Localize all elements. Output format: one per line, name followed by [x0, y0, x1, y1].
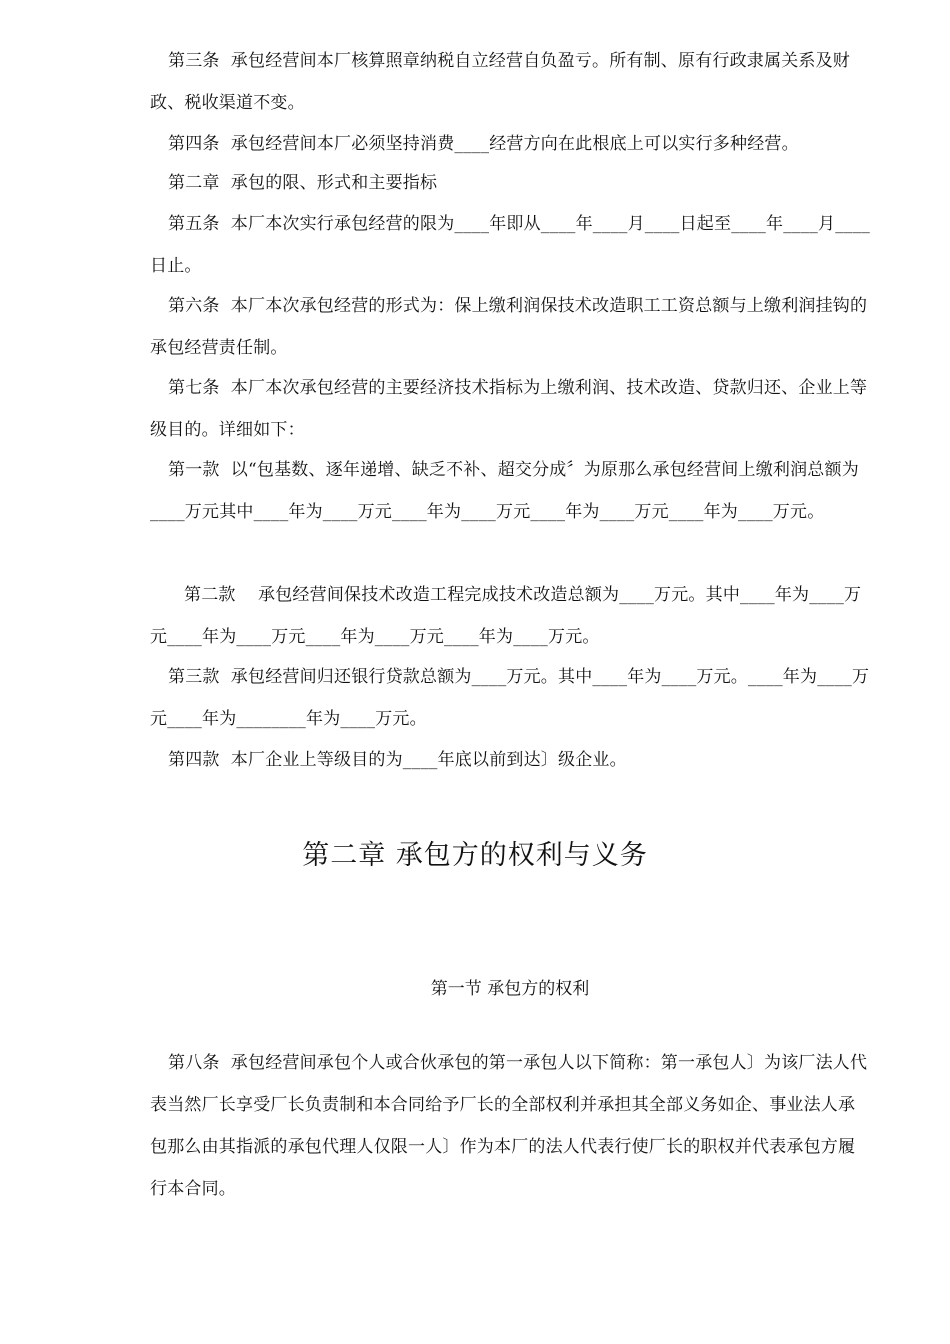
clause-3: 第三款 承包经营间归还银行贷款总额为____万元。其中____年为____万元。____年为____万元____年为________年为____万元。 [150, 667, 870, 729]
article-8: 第八条 承包经营间承包个人或合伙承包的第一承包人以下简称：第一承包人〕为该厂法人代表当然厂长享受厂长负责制和本合同给予厂长的全部权利并承担其全部义务如企、事业法人承包那么由其指派的承包代理人仅限一人〕作为本厂的法人代表行使厂长的职权并代表承包方履行本合同。 [150, 1053, 868, 1199]
clause-1: 第一款 以“包基数、逐年递增、缺乏不补、超交分成〞为原那么承包经营间上缴利润总额为____万元其中____年为____万元____年为____万元____年为____万元____年为____万元。 [150, 460, 859, 522]
clause-2: 第二款 承包经营间保技术改造工程完成技术改造总额为____万元。其中____年为____万元____年为____万元____年为____万元____年为____万元。 [150, 585, 862, 647]
chapter-title: 第二章 承包方的权利与义务 [302, 840, 648, 871]
article-4: 第四条 承包经营间本厂必须坚持消费____经营方向在此根底上可以实行多种经营。 [168, 134, 799, 154]
clause-4: 第四款 本厂企业上等级目的为____年底以前到达〕级企业。 [168, 750, 627, 770]
article-6: 第六条 本厂本次承包经营的形式为：保上缴利润保技术改造职工工资总额与上缴利润挂钩的承包经营责任制。 [150, 296, 868, 358]
section-title: 第一节 承包方的权利 [430, 979, 590, 999]
article-7: 第七条 本厂本次承包经营的主要经济技术指标为上缴利润、技术改造、贷款归还、企业上等级目的。详细如下： [150, 378, 868, 440]
chapter-2-heading-inline: 第二章 承包的限、形式和主要指标 [168, 173, 438, 193]
article-5: 第五条 本厂本次实行承包经营的限为____年即从____年____月____日起至____年____月____日止。 [150, 214, 871, 276]
article-3: 第三条 承包经营间本厂核算照章纳税自立经营自负盈亏。所有制、原有行政隶属关系及财政、税收渠道不变。 [150, 51, 851, 113]
